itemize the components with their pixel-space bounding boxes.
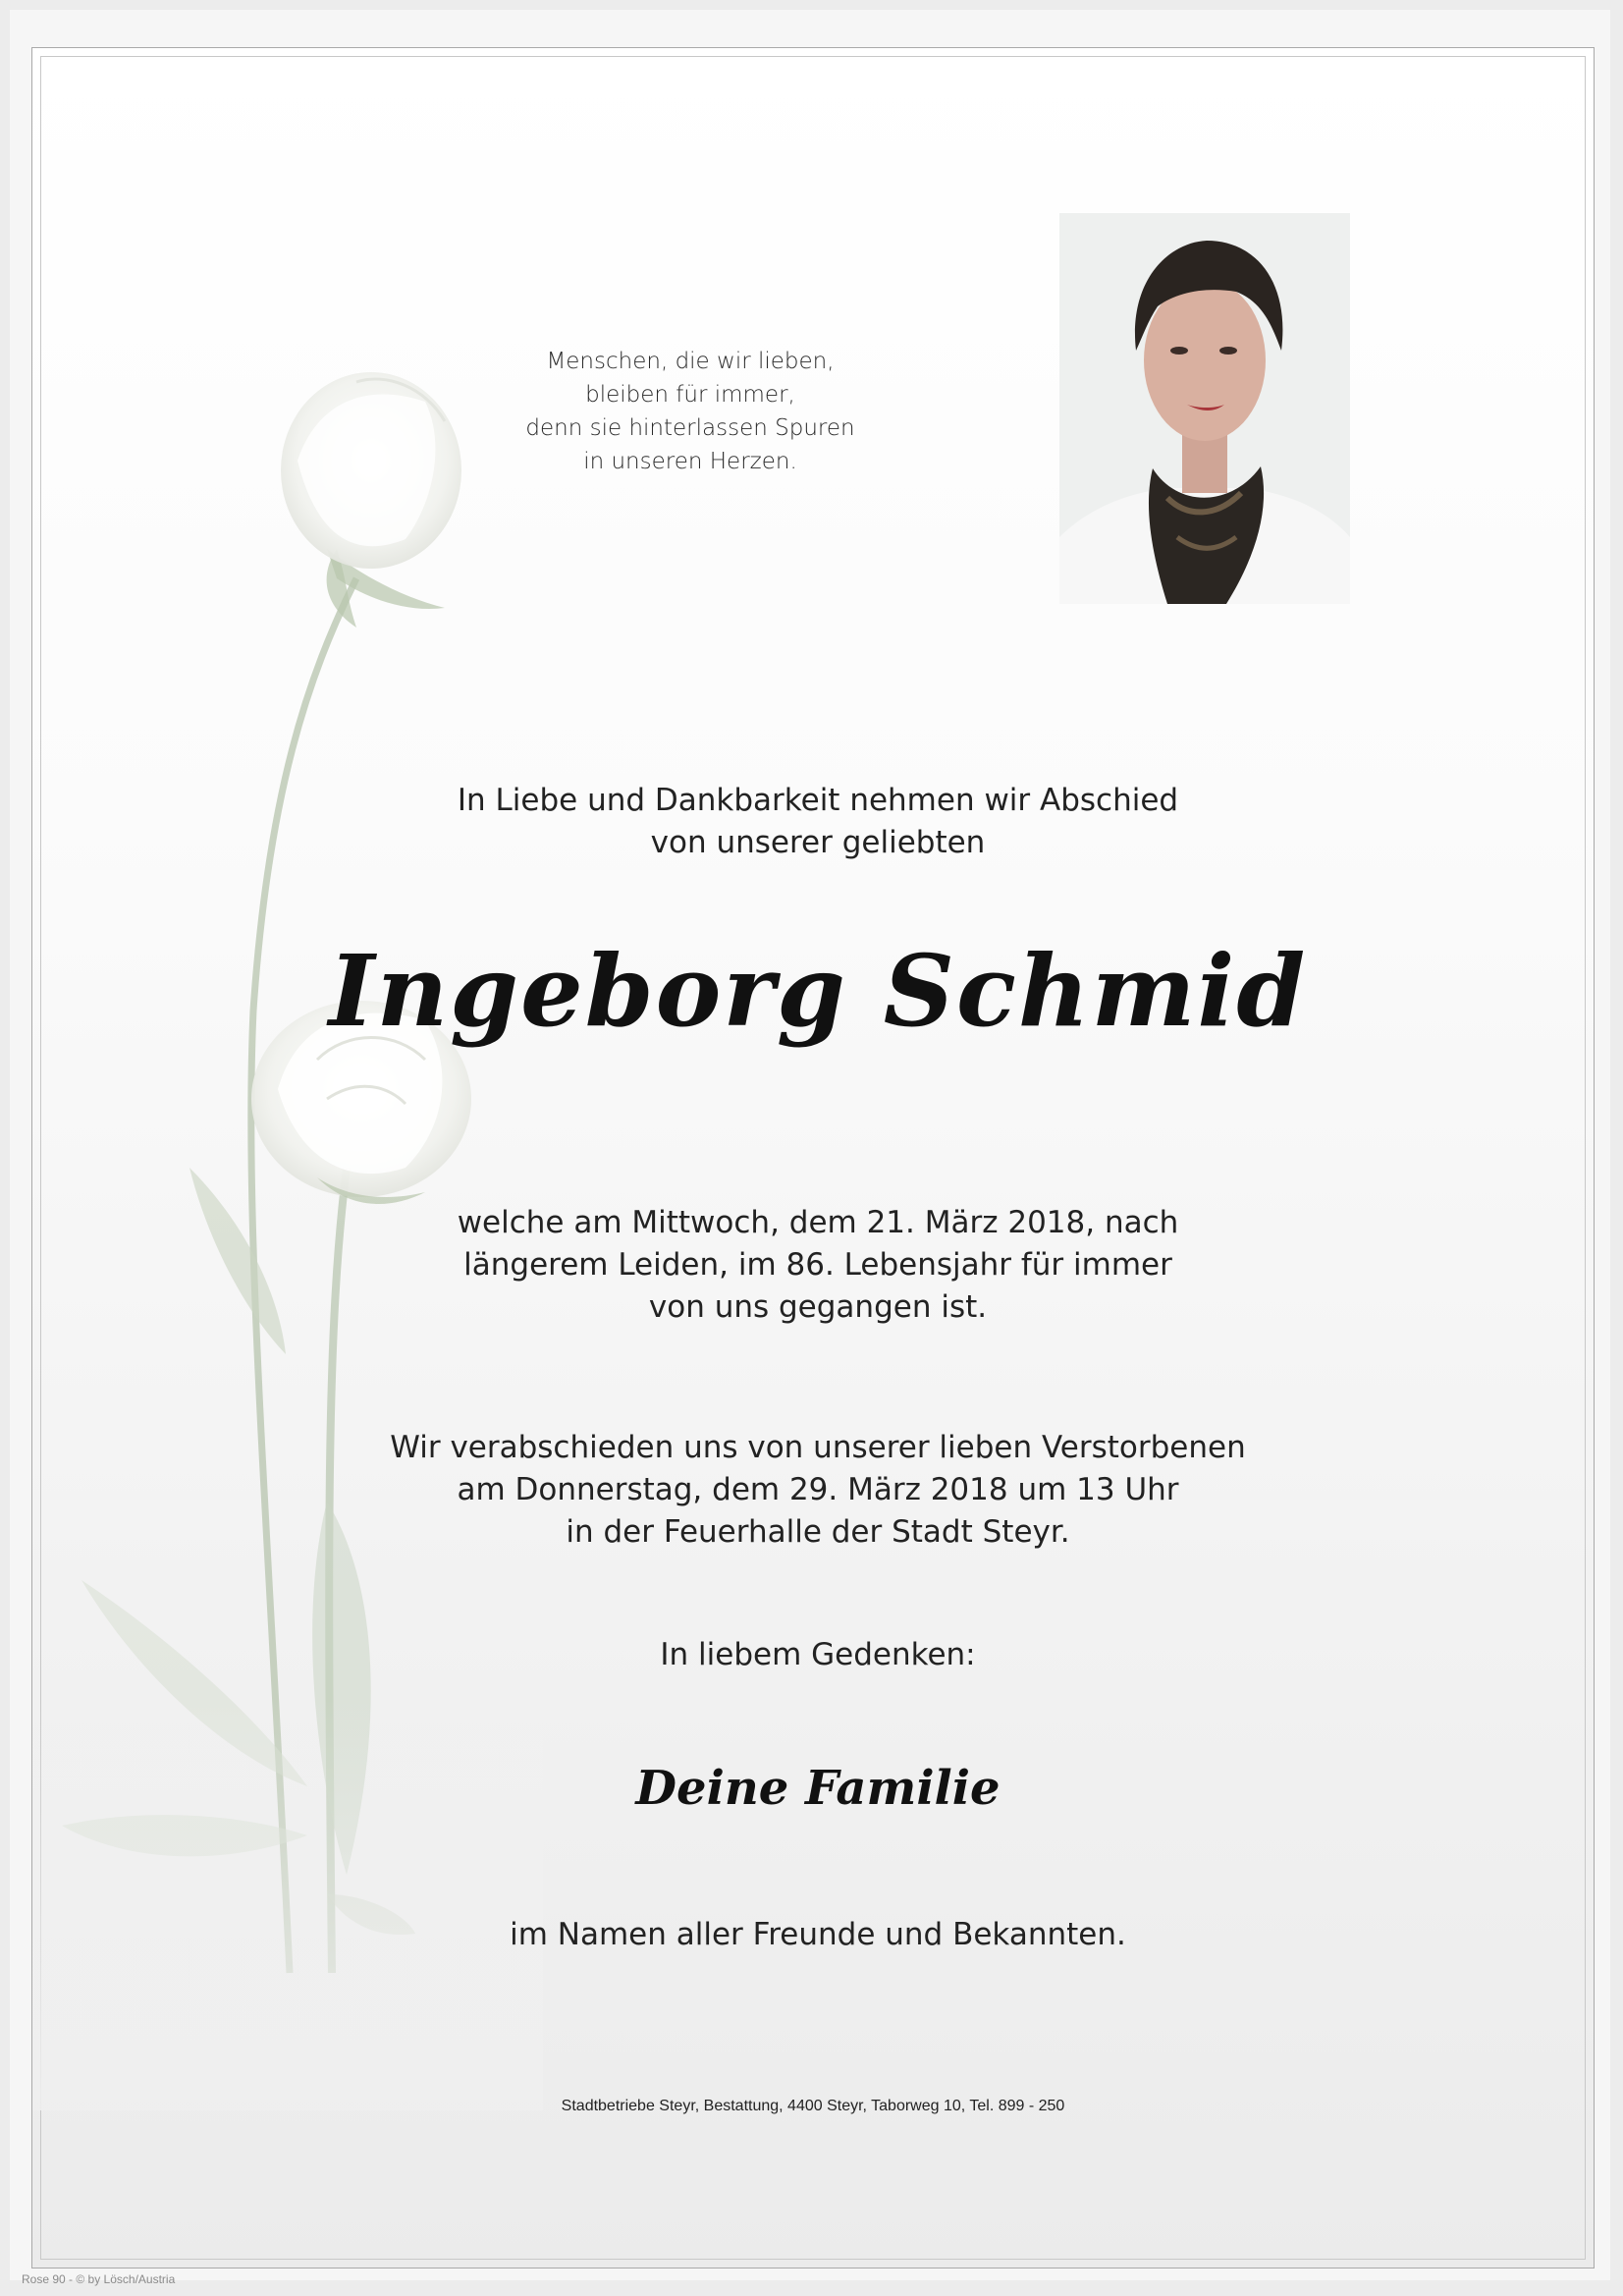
quote-line: in unseren Herzen. xyxy=(583,449,797,474)
copyright-note: Rose 90 - © by Lösch/Austria xyxy=(22,2272,176,2286)
intro-line: von unserer geliebten xyxy=(650,825,986,860)
quote-line: Menschen, die wir lieben, xyxy=(546,349,835,374)
death-notice xyxy=(327,1202,1309,1329)
page-sheet xyxy=(10,10,1610,2286)
memory-label-text: In liebem Gedenken: xyxy=(660,1637,976,1672)
white-rose-illustration xyxy=(32,48,543,2110)
friends-line xyxy=(327,1914,1309,1956)
memorial-quote xyxy=(484,345,896,478)
farewell-notice xyxy=(327,1427,1309,1554)
death-notice-line: längerem Leiden, im 86. Lebensjahr für immer xyxy=(463,1247,1172,1283)
farewell-line: am Donnerstag, dem 29. März 2018 um 13 Uhr xyxy=(457,1472,1179,1507)
portrait-illustration xyxy=(1059,213,1350,604)
farewell-line: in der Feuerhalle der Stadt Steyr. xyxy=(566,1514,1070,1550)
friends-line-text: im Namen aller Freunde und Bekannten. xyxy=(510,1917,1126,1952)
death-notice-line: welche am Mittwoch, dem 21. März 2018, nach xyxy=(457,1205,1179,1240)
intro-line: In Liebe und Dankbarkeit nehmen wir Abschied xyxy=(457,783,1179,818)
funeral-home-footer: Stadtbetriebe Steyr, Bestattung, 4400 Steyr, Taborweg 10, Tel. 899 - 250 xyxy=(561,2098,1065,2114)
quote-line: bleiben für immer, xyxy=(585,382,795,408)
death-notice-line: von uns gegangen ist. xyxy=(648,1289,988,1325)
obituary-card xyxy=(31,47,1595,2269)
memory-label xyxy=(327,1634,1309,1676)
farewell-line: Wir verabschieden uns von unserer lieben Verstorbenen xyxy=(390,1430,1246,1465)
family-signature: Deine Familie xyxy=(635,1761,1001,1816)
deceased-name: Ingeborg Schmid xyxy=(328,933,1308,1049)
portrait-photo xyxy=(1059,213,1350,604)
intro-text xyxy=(327,780,1309,864)
quote-line: denn sie hinterlassen Spuren xyxy=(525,415,855,441)
